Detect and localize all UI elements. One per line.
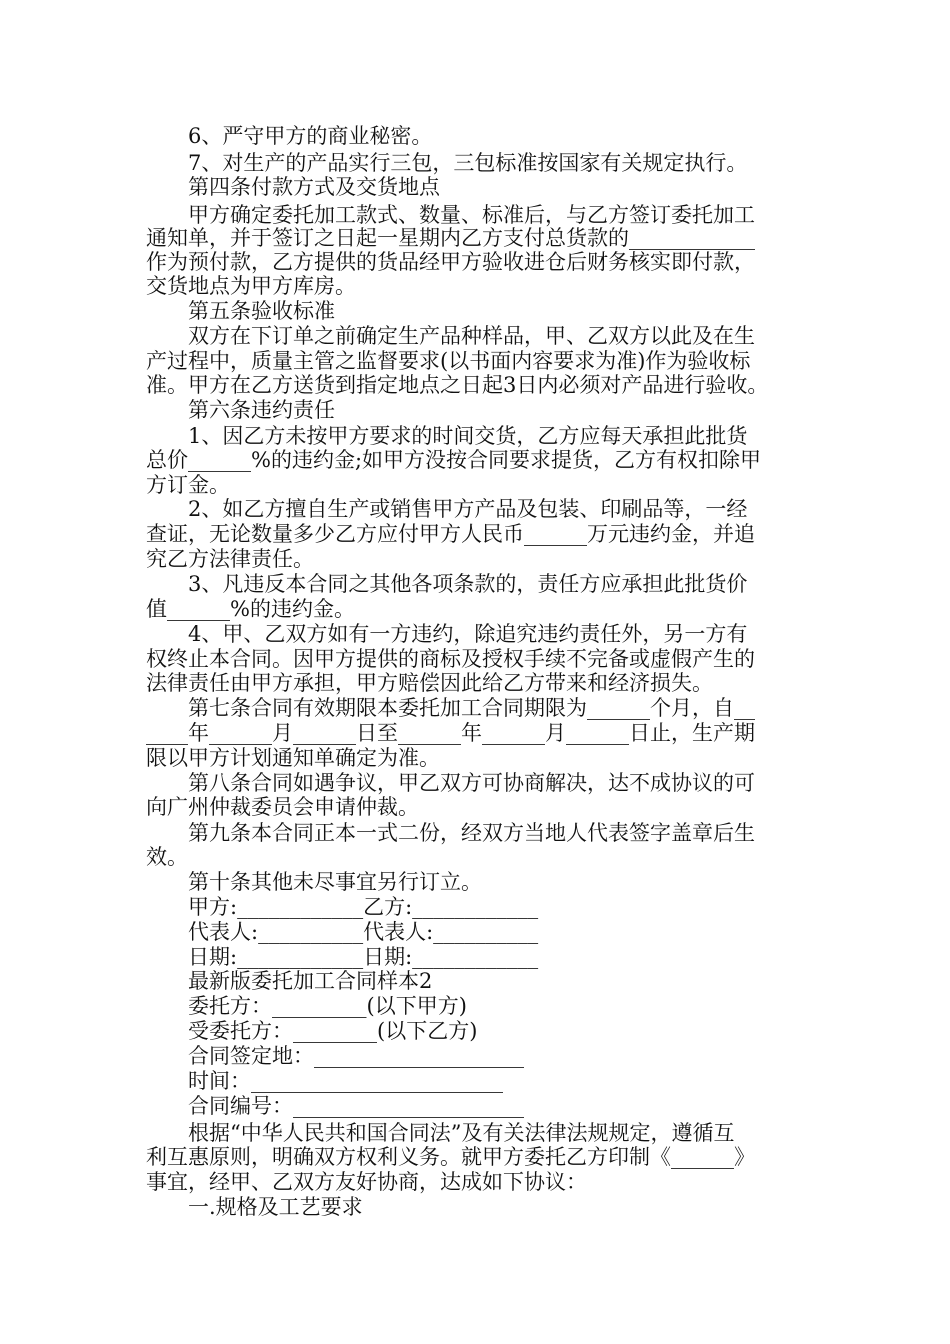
text-line: 第九条本合同正本一式二份，经双方当地人代表签字盖章后生 [146,821,755,845]
text-line: 总价______%的违约金;如甲方没按合同要求提货，乙方有权扣除甲 [146,448,762,472]
text-line: 方订金。 [146,473,230,497]
text-line: 受委托方：________(以下乙方) [146,1019,478,1043]
text-line: 6、严守甲方的商业秘密。 [146,124,433,148]
text-line: 利互惠原则，明确双方权利义务。就甲方委托乙方印制《______》 [146,1145,755,1169]
text-line: 通知单，并于签订之日起一星期内乙方支付总货款的____________ [146,226,755,250]
text-line: 作为预付款，乙方提供的货品经甲方验收进仓后财务核实即付款， [146,250,755,274]
text-line: 7、对生产的产品实行三包，三包标准按国家有关规定执行。 [146,151,748,175]
section-heading: 第五条验收标准 [146,299,335,323]
section-heading: 最新版委托加工合同样本2 [146,969,433,993]
signature-line: 甲方:____________乙方:____________ [146,895,539,919]
text-line: 双方在下订单之前确定生产品种样品，甲、乙双方以此及在生 [146,324,755,348]
text-line: 究乙方法律责任。 [146,547,314,571]
text-line: 1、因乙方未按甲方要求的时间交货，乙方应每天承担此批货 [146,424,748,448]
text-line: 事宜，经甲、乙双方友好协商，达成如下协议： [146,1170,587,1194]
text-line: 第八条合同如遇争议，甲乙双方可协商解决，达不成协议的可 [146,771,755,795]
text-line: 查证，无论数量多少乙方应付甲方人民币______万元违约金，并追 [146,522,755,546]
text-line: 合同签定地：____________________ [146,1044,524,1068]
text-line: 向广州仲裁委员会申请仲裁。 [146,795,419,819]
text-line: 时间：________________________ [146,1069,503,1093]
text-line: ____年______月______日至______年______月______日止，生产期 [146,721,755,745]
text-line: 法律责任由甲方承担，甲方赔偿因此给乙方带来和经济损失。 [146,671,713,695]
text-line: 效。 [146,845,188,869]
text-line: 合同编号：______________________ [146,1094,524,1118]
text-line: 委托方：_________(以下甲方) [146,994,467,1018]
text-line: 第七条合同有效期限本委托加工合同期限为______个月，自__ [146,696,755,720]
text-line: 2、如乙方擅自生产或销售甲方产品及包装、印刷品等，一经 [146,497,748,521]
text-line: 准。甲方在乙方送货到指定地点之日起3日内必须对产品进行验收。 [146,373,769,397]
text-line: 根据“中华人民共和国合同法”及有关法律法规规定，遵循互 [146,1121,735,1145]
signature-line: 日期:____________日期:____________ [146,945,539,969]
section-heading: 第四条付款方式及交货地点 [146,175,440,199]
text-line: 3、凡违反本合同之其他各项条款的，责任方应承担此批货价 [146,572,748,596]
text-line: 交货地点为甲方库房。 [146,274,356,298]
section-heading: 一.规格及工艺要求 [146,1195,363,1219]
text-line: 4、甲、乙双方如有一方违约，除追究违约责任外，另一方有 [146,622,748,646]
text-line: 限以甲方计划通知单确定为准。 [146,746,440,770]
text-line: 第十条其他未尽事宜另行订立。 [146,870,482,894]
signature-line: 代表人:__________代表人:__________ [146,920,539,944]
text-line: 甲方确定委托加工款式、数量、标准后，与乙方签订委托加工 [146,203,755,227]
text-line: 产过程中，质量主管之监督要求(以书面内容要求为准)作为验收标 [146,349,751,373]
section-heading: 第六条违约责任 [146,398,335,422]
text-line: 值______%的违约金。 [146,597,355,621]
text-line: 权终止本合同。因甲方提供的商标及授权手续不完备或虚假产生的 [146,647,755,671]
